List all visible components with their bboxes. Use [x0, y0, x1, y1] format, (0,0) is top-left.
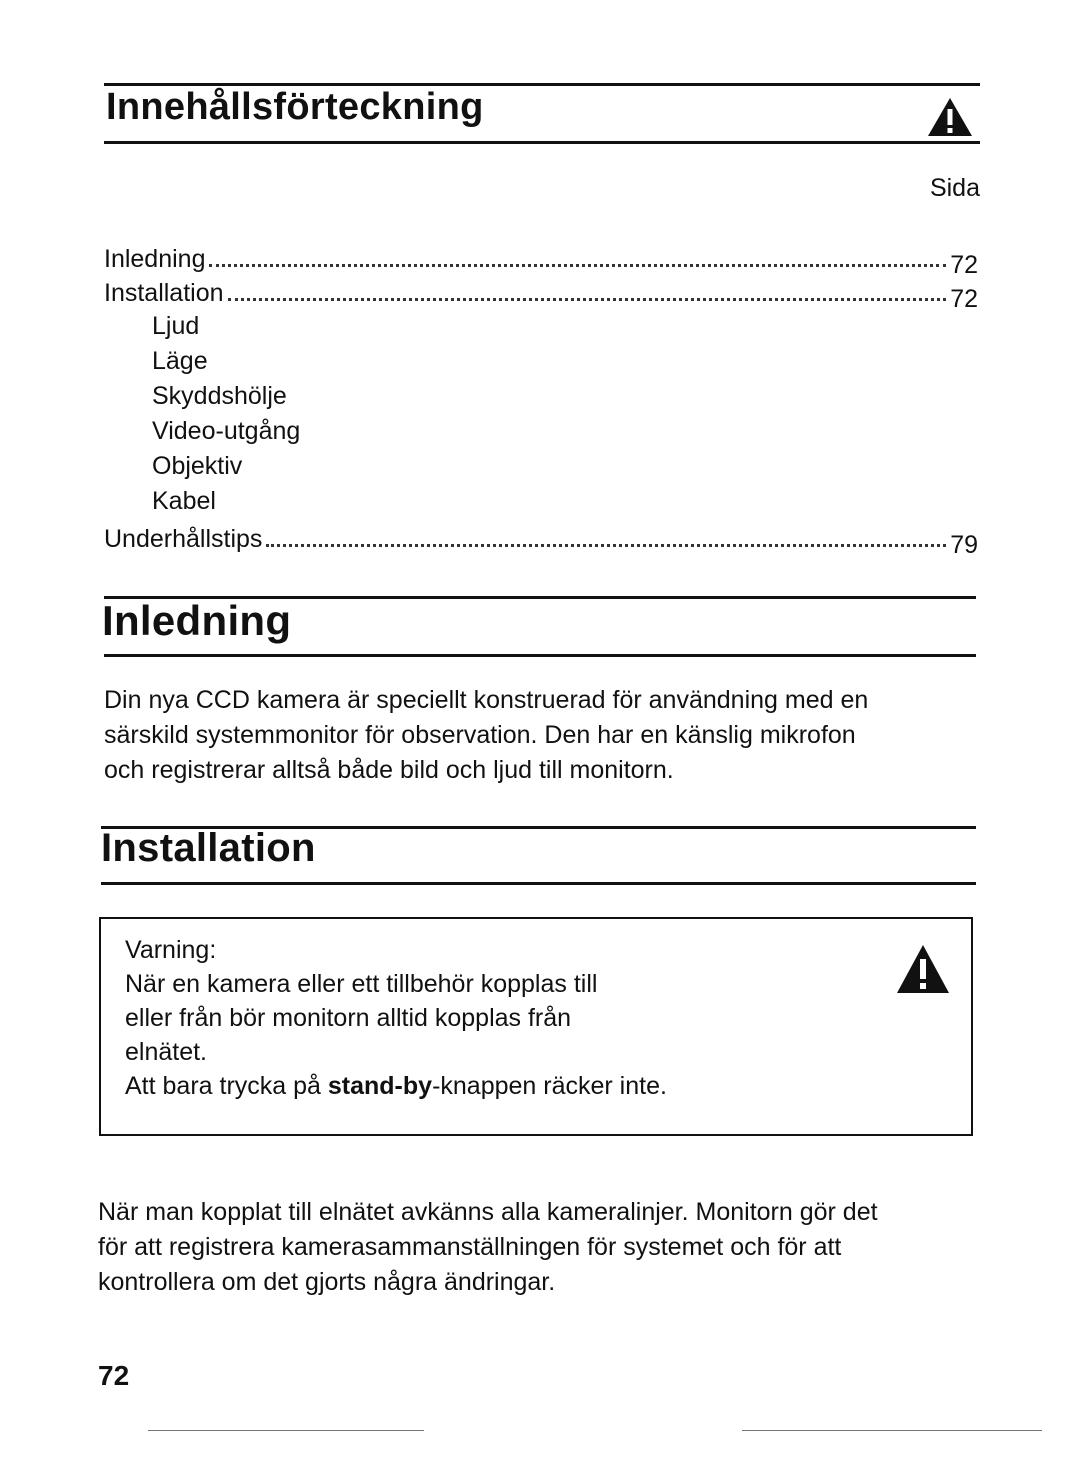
text-line: Din nya CCD kamera är speciellt konstruerad för användning med en: [104, 686, 869, 714]
install-heading: Installation: [101, 826, 316, 870]
text-line: eller från bör monitorn alltid kopplas från: [125, 1004, 572, 1032]
toc-subitems: [152, 309, 300, 519]
toc-subitem: Kabel: [152, 487, 216, 515]
toc-subitem: Objektiv: [152, 452, 243, 480]
toc-subitem: Skyddshölje: [152, 382, 287, 410]
toc-entry-page: 79: [950, 531, 978, 559]
toc-entry: [104, 520, 978, 559]
intro-paragraph: [104, 683, 868, 788]
footer-divider: [742, 1430, 1042, 1431]
intro-heading: Inledning: [102, 597, 292, 644]
text-line: När en kamera eller ett tillbehör kopplas till: [125, 970, 598, 998]
toc-entry-page: 72: [950, 251, 978, 279]
text-line: särskild systemmonitor för observation. Den har en känslig mikrofon: [104, 721, 856, 749]
toc-entry-label: Inledning: [104, 245, 206, 273]
footer-divider: [148, 1430, 424, 1431]
toc-entry-page: 72: [950, 285, 978, 313]
text-line: [125, 1069, 667, 1103]
install-rule-bottom: [101, 882, 976, 885]
text-line: elnätet.: [125, 1038, 208, 1066]
text-fragment: Att bara trycka på: [125, 1072, 328, 1100]
text-line: för att registrera kamerasammanställningen för systemet och för att: [98, 1233, 842, 1261]
text-line: När man kopplat till elnätet avkänns alla kameralinjer. Monitorn gör det: [98, 1198, 878, 1226]
install-paragraph: [98, 1195, 878, 1300]
toc-subitem: Läge: [152, 347, 208, 375]
text-fragment: -knappen räcker inte.: [432, 1072, 667, 1100]
text-line: kontrollera om det gjorts några ändringar.: [98, 1268, 556, 1296]
intro-rule-bottom: [104, 654, 976, 657]
warning-box: [99, 917, 973, 1136]
text-line: och registrerar alltså både bild och ljud till monitorn.: [104, 756, 674, 784]
warning-title: Varning:: [125, 936, 217, 964]
toc-subitem: Video-utgång: [152, 417, 301, 445]
toc-subitem: Ljud: [152, 312, 200, 340]
warning-text: [125, 933, 667, 1103]
toc-entry: [104, 240, 978, 279]
standby-term: stand-by: [327, 1072, 433, 1100]
toc-entry-label: Underhållstips: [104, 525, 263, 553]
toc-page-column-label: Sida: [929, 174, 980, 202]
toc-rule-bottom: [104, 141, 980, 144]
warning-icon: [926, 96, 974, 138]
page-number: 72: [98, 1360, 130, 1391]
dot-leader: [209, 264, 946, 267]
warning-icon: [895, 943, 951, 995]
toc-title: Innehållsförteckning: [106, 86, 484, 128]
dot-leader: [266, 544, 946, 547]
toc-entry: [104, 274, 978, 313]
dot-leader: [228, 298, 947, 301]
toc-entry-label: Installation: [104, 279, 224, 307]
